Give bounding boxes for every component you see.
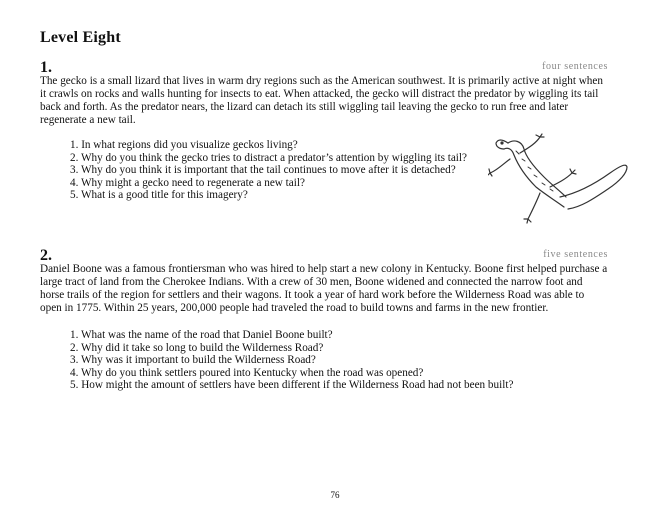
question-item: 2. Why did it take so long to build the Wilderness Road? [70, 341, 324, 354]
question-list [40, 329, 608, 392]
question-item: 3. Why was it important to build the Wilderness Road? [70, 354, 316, 366]
section-number: 1. [40, 59, 52, 76]
question-item: 5. What is a good title for this imagery? [70, 189, 248, 201]
question-item: 3. Why do you think it is important that the tail continues to move after it is detached? [70, 164, 456, 176]
question-item: 1. What was the name of the road that Daniel Boone built? [70, 329, 333, 341]
gecko-illustration [488, 133, 628, 228]
section-number: 2. [40, 247, 52, 264]
sentence-count-tag: five sentences [543, 249, 608, 260]
question-item: 1. In what regions did you visualize geckos living? [70, 139, 298, 151]
question-item: 2. Why do you think the gecko tries to distract a predator’s attention by wiggling its tail? [70, 151, 467, 164]
section-2 [40, 249, 608, 392]
sentence-count-tag: four sentences [542, 61, 608, 72]
question-item: 4. Why might a gecko need to regenerate a new tail? [70, 176, 305, 189]
page-title: Level Eight [40, 29, 121, 46]
passage-text: The gecko is a small lizard that lives in warm dry regions such as the American southwest. It is primarily active at night when it crawls on rocks and walls hunting for insects to eat. When attacked, the gecko will distract the predator by wiggling its tail back and forth. As the predator nears, the lizard can detach its still wiggling tail leaving the gecko to run free and later regenerate a new tail. [40, 75, 603, 126]
question-item: 5. How might the amount of settlers have been different if the Wilderness Road had not been built? [70, 379, 514, 391]
question-item: 4. Why do you think settlers poured into Kentucky when the road was opened? [70, 366, 424, 379]
passage-text: Daniel Boone was a famous frontiersman who was hired to help start a new colony in Kentucky. Boone first helped purchase a large tract of land from the Cherokee Indians. With a crew of 30 men, Boone widened and connected the narrow foot and horse trails of the region for settlers and their wagons. It took a year of hard work before the Wilderness Road was able to open in 1775. Within 25 years, 200,000 people had traveled the road to build towns and farms in the new frontier. [40, 263, 608, 314]
page-number: 76 [330, 490, 340, 500]
